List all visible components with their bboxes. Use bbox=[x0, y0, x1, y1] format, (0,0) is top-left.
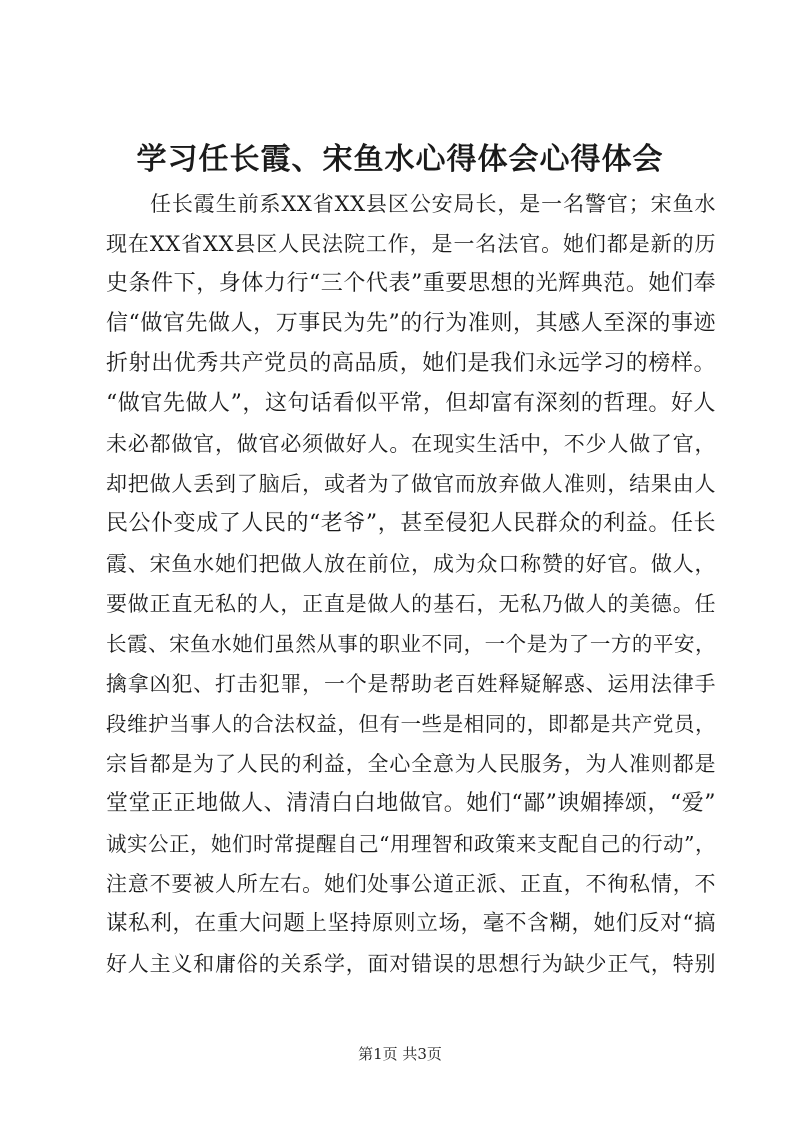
body-line: 长霞、宋鱼水她们虽然从事的职业不同，一个是为了一方的平安， bbox=[106, 632, 716, 656]
document-body bbox=[106, 184, 716, 984]
body-line: 堂堂正正地做人、清清白白地做官。她们“鄙”谀媚捧颂，“爱” bbox=[106, 791, 716, 816]
body-line: 折射出优秀共产党员的高品质，她们是我们永远学习的榜样。 bbox=[106, 351, 716, 376]
body-line: 信“做官先做人，万事民为先”的行为准则，其感人至深的事迹 bbox=[106, 311, 716, 336]
body-line: 未必都做官，做官必须做好人。在现实生活中，不少人做了官， bbox=[106, 432, 716, 456]
body-line: 擒拿凶犯、打击犯罪，一个是帮助老百姓释疑解惑、运用法律手 bbox=[106, 672, 716, 696]
body-line: 好人主义和庸俗的关系学，面对错误的思想行为缺少正气，特别 bbox=[106, 952, 716, 976]
body-line: 任长霞生前系XX省XX县区公安局长，是一名警官；宋鱼水 bbox=[150, 192, 716, 216]
body-line: 谋私利，在重大问题上坚持原则立场，毫不含糊，她们反对“搞 bbox=[106, 911, 716, 936]
body-line: 却把做人丢到了脑后，或者为了做官而放弃做人准则，结果由人 bbox=[106, 472, 716, 496]
body-line: 民公仆变成了人民的“老爷”，甚至侵犯人民群众的利益。任长 bbox=[106, 511, 716, 536]
body-line: 要做正直无私的人，正直是做人的基石，无私乃做人的美德。任 bbox=[106, 592, 716, 616]
document-title: 学习任长霞、宋鱼水心得体会心得体会 bbox=[136, 142, 664, 177]
body-line: 现在XX省XX县区人民法院工作，是一名法官。她们都是新的历 bbox=[106, 232, 716, 256]
body-line: 段维护当事人的合法权益，但有一些是相同的，即都是共产党员， bbox=[106, 712, 716, 736]
body-line: 诚实公正，她们时常提醒自己“用理智和政策来支配自己的行动”， bbox=[106, 832, 716, 856]
body-line: 史条件下，身体力行“三个代表”重要思想的光辉典范。她们奉 bbox=[106, 271, 716, 296]
body-line: “做官先做人”，这句话看似平常，但却富有深刻的哲理。好人 bbox=[106, 391, 716, 416]
body-line: 霞、宋鱼水她们把做人放在前位，成为众口称赞的好官。做人， bbox=[106, 552, 716, 576]
page-footer: 第1页 共3页 bbox=[358, 1045, 442, 1063]
body-line: 注意不要被人所左右。她们处事公道正派、正直，不徇私情，不 bbox=[106, 872, 716, 896]
body-line: 宗旨都是为了人民的利益，全心全意为人民服务，为人准则都是 bbox=[106, 752, 716, 776]
